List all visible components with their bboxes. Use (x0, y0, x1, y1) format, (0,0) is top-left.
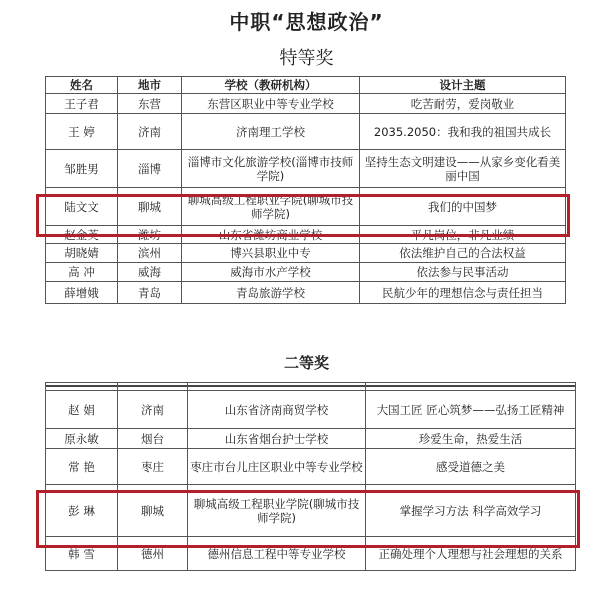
cell-theme: 依法维护自己的合法权益 (360, 244, 566, 263)
column-header-theme: 设计主题 (360, 77, 566, 94)
cell-city: 枣庄 (118, 449, 188, 485)
cell-school: 枣庄市台儿庄区职业中等专业学校 (188, 449, 366, 485)
cell-school: 德州信息工程中等专业学校 (188, 537, 366, 571)
table-header-row (46, 77, 566, 94)
cell-name: 赵 娟 (46, 391, 118, 429)
table-row (46, 429, 576, 449)
column-header-name: 姓名 (46, 77, 118, 94)
cell-theme: 感受道德之美 (366, 449, 576, 485)
special-prize-heading: 特等奖 (279, 48, 334, 69)
cell-theme: 掌握学习方法 科学高效学习 (366, 485, 576, 537)
cell-name: 薛增娥 (46, 282, 118, 304)
table-row (46, 150, 566, 188)
page-title: 中职“思想政治” (229, 10, 384, 34)
cell-school: 东营区职业中等专业学校 (182, 94, 360, 114)
cell-name: 陆文文 (46, 188, 118, 226)
cell-school: 威海市水产学校 (182, 263, 360, 282)
highlight-box (36, 194, 570, 237)
cell-school: 青岛旅游学校 (182, 282, 360, 304)
column-header-city: 地市 (118, 77, 182, 94)
cell-name: 王 婷 (46, 114, 118, 150)
cell-city: 德州 (118, 537, 188, 571)
cropped-row (46, 383, 576, 391)
cell-theme: 珍爱生命，热爱生活 (366, 429, 576, 449)
cell-city: 青岛 (118, 282, 182, 304)
cell-theme: 我们的中国梦 (360, 188, 566, 226)
cell-name: 韩 雪 (46, 537, 118, 571)
cell-city: 聊城 (118, 485, 188, 537)
cell-name: 赵金英 (46, 226, 118, 244)
column-header-school: 学校（教研机构） (182, 77, 360, 94)
cell-city: 滨州 (118, 244, 182, 263)
table-row (46, 94, 566, 114)
cell-theme: 平凡岗位，非凡业绩 (360, 226, 566, 244)
table-row (46, 282, 566, 304)
cell-name: 原永敏 (46, 429, 118, 449)
cell-city: 聊城 (118, 188, 182, 226)
second-prize-heading: 二等奖 (283, 354, 329, 372)
cell-theme: 大国工匠 匠心筑梦——弘扬工匠精神 (366, 391, 576, 429)
cell-school: 山东省潍坊商业学校 (182, 226, 360, 244)
cell-school: 济南理工学校 (182, 114, 360, 150)
cell-name: 胡晓婧 (46, 244, 118, 263)
cell-name: 高 冲 (46, 263, 118, 282)
table-row (46, 114, 566, 150)
cell-theme: 2035.2050：我和我的祖国共成长 (360, 114, 566, 150)
cell-name: 彭 琳 (46, 485, 118, 537)
cell-school: 博兴县职业中专 (182, 244, 360, 263)
table-row (46, 244, 566, 263)
table-row (46, 263, 566, 282)
cell-theme: 正确处理个人理想与社会理想的关系 (366, 537, 576, 571)
cell-theme: 民航少年的理想信念与责任担当 (360, 282, 566, 304)
cell-city: 威海 (118, 263, 182, 282)
cell-name: 常 艳 (46, 449, 118, 485)
cell-city: 烟台 (118, 429, 188, 449)
cell-city: 淄博 (118, 150, 182, 188)
highlight-box (36, 490, 580, 548)
cell-theme: 吃苦耐劳，爱岗敬业 (360, 94, 566, 114)
cell-name: 王子君 (46, 94, 118, 114)
cell-school: 淄博市文化旅游学校(淄博市技师学院) (182, 150, 360, 188)
cell-school: 山东省烟台护士学校 (188, 429, 366, 449)
table-row (46, 391, 576, 429)
cell-name: 邹胜男 (46, 150, 118, 188)
cell-theme: 依法参与民事活动 (360, 263, 566, 282)
cell-city: 潍坊 (118, 226, 182, 244)
special-prize-table (45, 76, 566, 304)
cell-school: 山东省济南商贸学校 (188, 391, 366, 429)
cell-city: 济南 (118, 391, 188, 429)
cell-school: 聊城高级工程职业学院(聊城市技师学院) (188, 485, 366, 537)
cell-city: 东营 (118, 94, 182, 114)
cell-theme: 坚持生态文明建设——从家乡变化看美丽中国 (360, 150, 566, 188)
table-row (46, 449, 576, 485)
cell-city: 济南 (118, 114, 182, 150)
cell-school: 聊城高级工程职业学院(聊城市技师学院) (182, 188, 360, 226)
